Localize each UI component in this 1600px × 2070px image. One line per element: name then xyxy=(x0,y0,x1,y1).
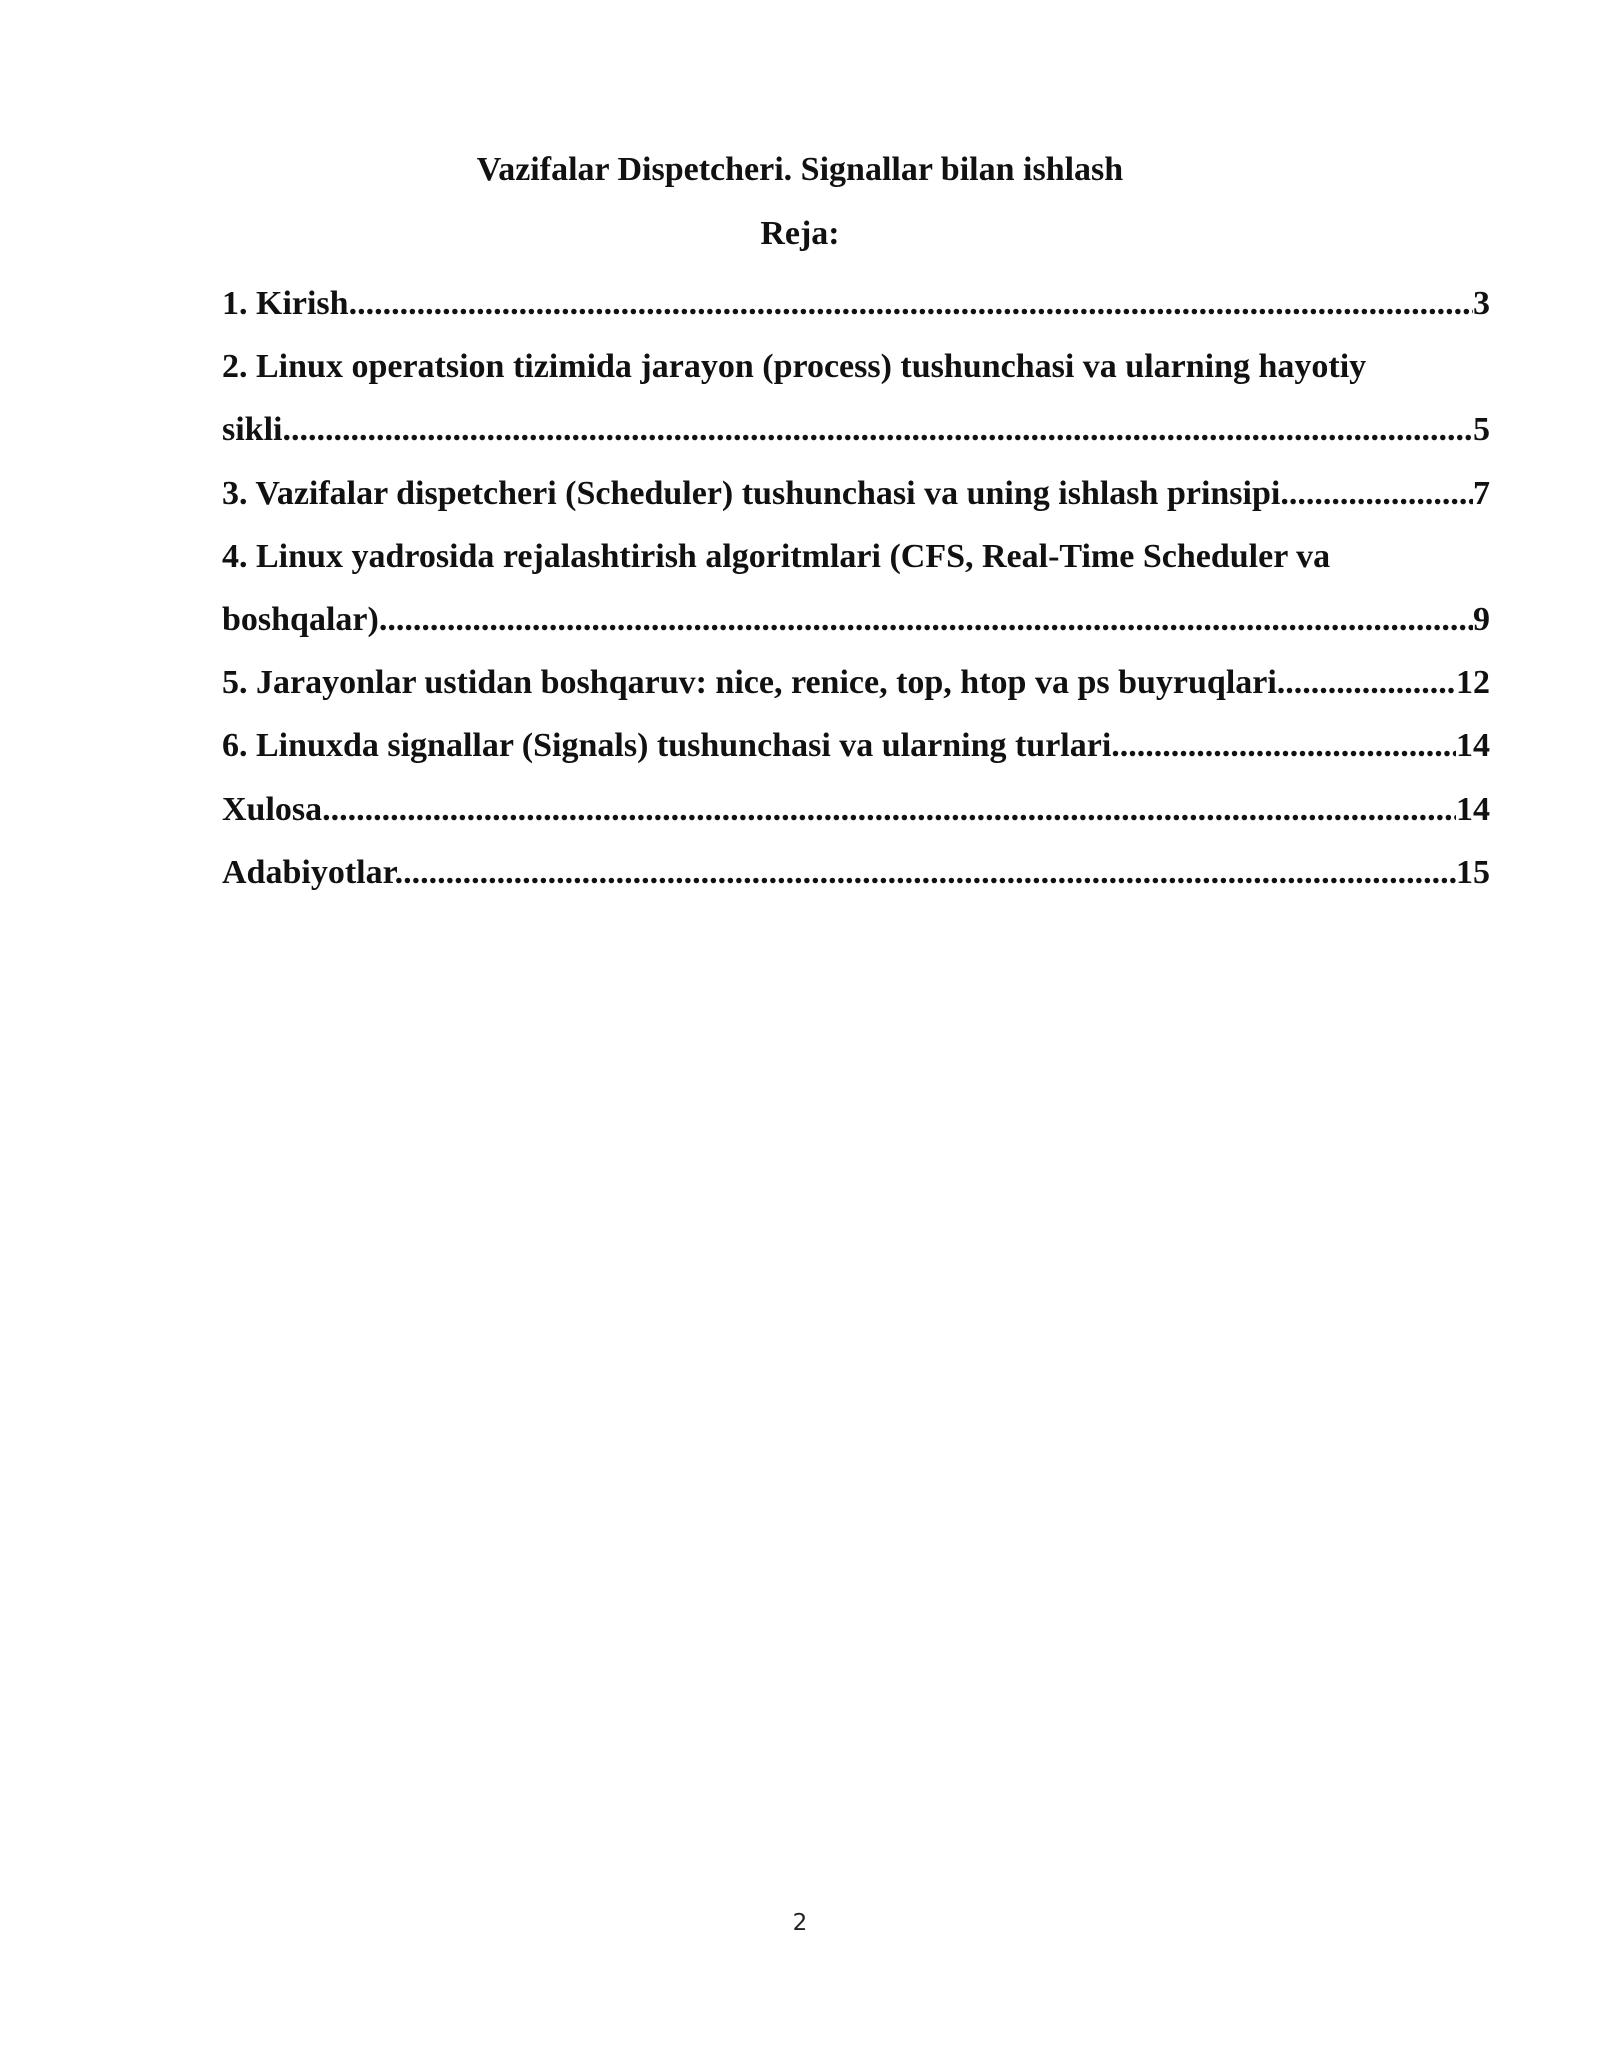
toc-entry-label: 5. Jarayonlar ustidan boshqaruv: nice, renice, top, htop va ps buyruqlari ..... xyxy=(222,651,1456,714)
document-title: Vazifalar Dispetcheri. Signallar bilan ishlash xyxy=(476,151,1124,188)
toc-entry-scheduler[interactable] xyxy=(222,462,1490,525)
toc-page-number: 15 xyxy=(1456,853,1490,891)
toc-entry-process-line1[interactable]: 2. Linux operatsion tizimida jarayon (process) tushunchasi va ularning hayotiy xyxy=(222,348,1367,386)
toc-entry-xulosa[interactable] xyxy=(222,778,1490,841)
toc-entry-label: 1. Kirish ..... xyxy=(222,272,1473,335)
toc-page-number: 9 xyxy=(1473,600,1490,638)
toc-entry-adabiyotlar[interactable] xyxy=(222,841,1490,904)
toc-page-number: 5 xyxy=(1473,411,1490,449)
toc-entry-process[interactable] xyxy=(222,398,1490,461)
toc-entry-label: 3. Vazifalar dispetcheri (Scheduler) tushunchasi va uning ishlash prinsipi ..... xyxy=(222,462,1473,525)
toc-entry-algorithms[interactable] xyxy=(222,588,1490,651)
toc-entry-label: 6. Linuxda signallar (Signals) tushunchasi va ularning turlari ..... xyxy=(222,714,1456,777)
toc-entry-label: Xulosa ..... xyxy=(222,778,1456,841)
page-number: 2 xyxy=(792,1910,808,1936)
toc-page-number: 3 xyxy=(1473,285,1490,322)
toc-entry-kirish[interactable] xyxy=(222,272,1490,335)
toc-entry-label: boshqalar) ..... xyxy=(222,588,1473,651)
toc-entry-label: sikli ..... xyxy=(222,398,1473,461)
plan-heading: Reja: xyxy=(760,215,840,252)
toc-entry-label: Adabiyotlar ..... xyxy=(222,841,1456,904)
toc-page-number: 12 xyxy=(1456,664,1490,702)
toc-page-number: 7 xyxy=(1473,474,1490,512)
toc-entry-process-control[interactable] xyxy=(222,651,1490,714)
table-of-contents xyxy=(222,272,1490,904)
toc-entry-algorithms-line1[interactable]: 4. Linux yadrosida rejalashtirish algoritmlari (CFS, Real-Time Scheduler va xyxy=(222,537,1331,575)
toc-page-number: 14 xyxy=(1456,790,1490,828)
toc-page-number: 14 xyxy=(1456,727,1490,765)
toc-entry-signals[interactable] xyxy=(222,714,1490,777)
